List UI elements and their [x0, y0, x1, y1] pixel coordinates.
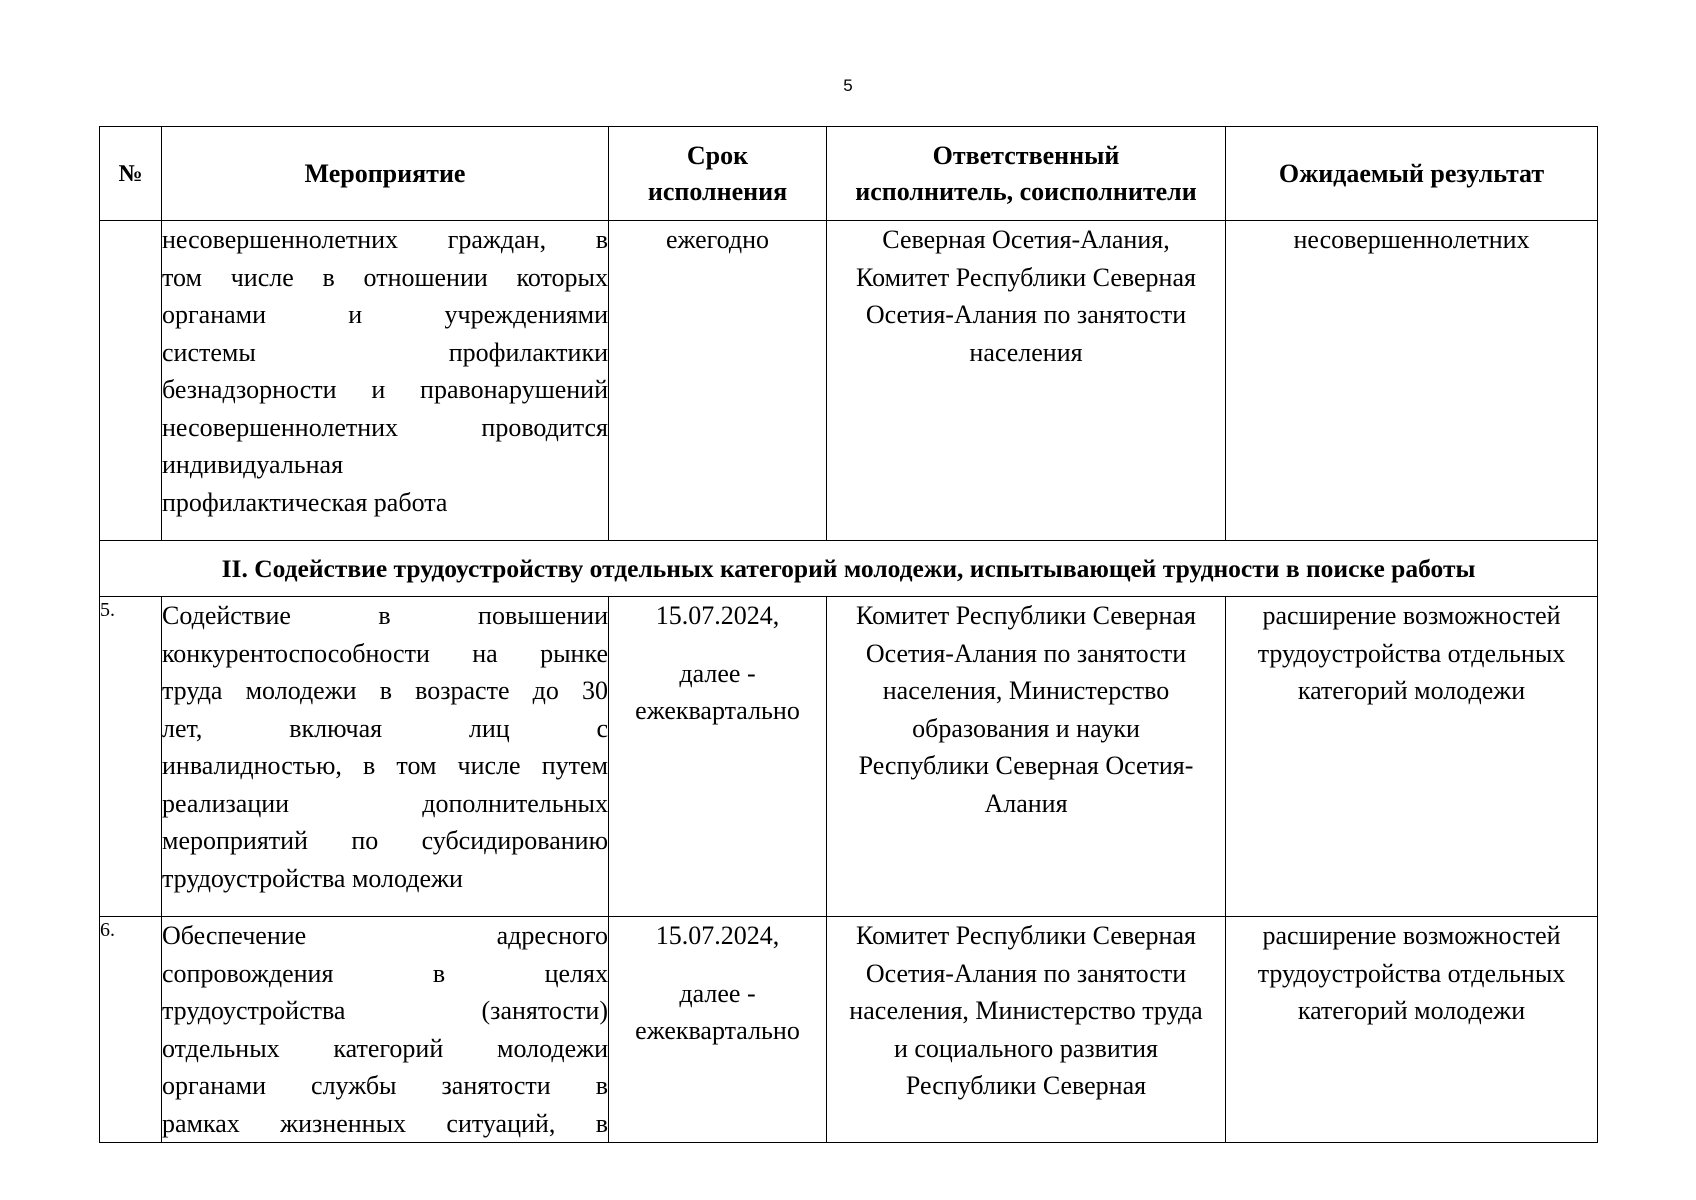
header-term: [609, 127, 827, 221]
term-spacer: [609, 635, 826, 655]
event-line: профилактическая работа: [162, 487, 448, 517]
table-row: [100, 597, 1598, 917]
event-line: сопровождения в целях: [162, 958, 608, 988]
event-line: труда молодежи в возрасте до 30: [162, 676, 608, 705]
responsible-line: Комитет Республики Северная: [856, 921, 1196, 950]
responsible-line: населения, Министерство: [882, 676, 1170, 705]
event-line: инвалидностью, в том числе путем: [162, 751, 608, 780]
result-cell: [1226, 917, 1598, 1143]
responsible-cell: [827, 221, 1226, 541]
event-line: отдельных категорий молодежи: [162, 1033, 608, 1063]
event-line: рамках жизненных ситуаций, в: [162, 1108, 608, 1138]
event-line: безнадзорности и правонарушений: [162, 375, 608, 404]
event-line: органами службы занятости в: [162, 1071, 608, 1100]
term-date: 15.07.2024,: [655, 921, 780, 950]
header-responsible: [827, 127, 1226, 221]
event-line: трудоустройства (занятости): [162, 996, 608, 1025]
responsible-line: Осетия-Алания по занятости: [865, 300, 1187, 329]
header-result: Ожидаемый результат: [1226, 127, 1598, 221]
event-cell: [162, 917, 609, 1143]
event-cell: [162, 221, 609, 541]
responsible-line: Республики Северная Осетия-: [858, 751, 1194, 780]
event-line: Содействие в повышении: [162, 601, 608, 630]
result-line: категорий молодежи: [1297, 676, 1526, 705]
header-term-line2: исполнения: [647, 176, 788, 206]
term-spacer: [609, 955, 826, 975]
term-date: 15.07.2024,: [655, 601, 780, 630]
result-line: трудоустройства отдельных: [1257, 958, 1566, 988]
event-line: индивидуальная: [162, 450, 344, 479]
event-line: конкурентоспособности на рынке: [162, 638, 608, 668]
term-cell: [609, 917, 827, 1143]
responsible-line: Осетия-Алания по занятости: [865, 638, 1187, 668]
result-cell: [1226, 597, 1598, 917]
event-line: лет, включая лиц с: [162, 713, 608, 743]
event-cell: [162, 597, 609, 917]
responsible-line: Комитет Республики Северная: [856, 262, 1196, 292]
result-line: трудоустройства отдельных: [1257, 638, 1566, 668]
term-next: далее -: [679, 658, 756, 688]
page-number: 5: [843, 76, 853, 95]
section-heading-row: [100, 541, 1598, 597]
header-number: №: [100, 127, 162, 221]
responsible-cell: [827, 597, 1226, 917]
term-next: ежеквартально: [635, 696, 800, 725]
event-line: Обеспечение адресного: [162, 921, 608, 950]
result-cell: несовершеннолетних: [1226, 221, 1598, 541]
event-line: несовершеннолетних граждан, в: [162, 225, 608, 254]
row-number: [100, 221, 162, 541]
responsible-cell: [827, 917, 1226, 1143]
header-term-line1: Срок: [686, 140, 749, 170]
responsible-line: Республики Северная: [905, 1071, 1147, 1100]
term-next: ежеквартально: [635, 1016, 800, 1045]
section-title: II. Содействие трудоустройству отдельных категорий молодежи, испытывающей трудности в поиске работы: [100, 541, 1598, 597]
table-header-row: [100, 127, 1598, 221]
result-line: расширение возможностей: [1262, 601, 1561, 630]
responsible-line: и социального развития: [893, 1033, 1159, 1063]
responsible-line: населения, Министерство труда: [849, 996, 1203, 1025]
responsible-line: Алания: [984, 788, 1068, 818]
header-resp-line1: Ответственный: [932, 140, 1120, 170]
header-resp-line2: исполнитель, соисполнители: [855, 176, 1197, 206]
result-line: категорий молодежи: [1297, 996, 1526, 1025]
result-line: расширение возможностей: [1262, 921, 1561, 950]
row-number: 5.: [100, 597, 162, 917]
row-number: 6.: [100, 917, 162, 1143]
event-line: реализации дополнительных: [162, 788, 608, 818]
responsible-line: Комитет Республики Северная: [856, 601, 1196, 630]
action-plan-table: [99, 126, 1598, 1143]
table-row-continued: [100, 221, 1598, 541]
event-line: органами и учреждениями: [162, 300, 608, 329]
term-cell: ежегодно: [609, 221, 827, 541]
responsible-line: Северная Осетия-Алания,: [882, 225, 1170, 254]
event-line: несовершеннолетних проводится: [162, 412, 608, 442]
event-line: системы профилактики: [162, 337, 608, 367]
term-next: далее -: [679, 978, 756, 1008]
event-line: мероприятий по субсидированию: [162, 826, 608, 855]
responsible-line: Осетия-Алания по занятости: [865, 958, 1187, 988]
header-event: Мероприятие: [162, 127, 609, 221]
term-cell: [609, 597, 827, 917]
table-row: [100, 917, 1598, 1143]
event-line: трудоустройства молодежи: [162, 863, 463, 893]
responsible-line: образования и науки: [912, 713, 1140, 743]
responsible-line: населения: [969, 337, 1083, 367]
event-line: том числе в отношении которых: [162, 262, 608, 292]
